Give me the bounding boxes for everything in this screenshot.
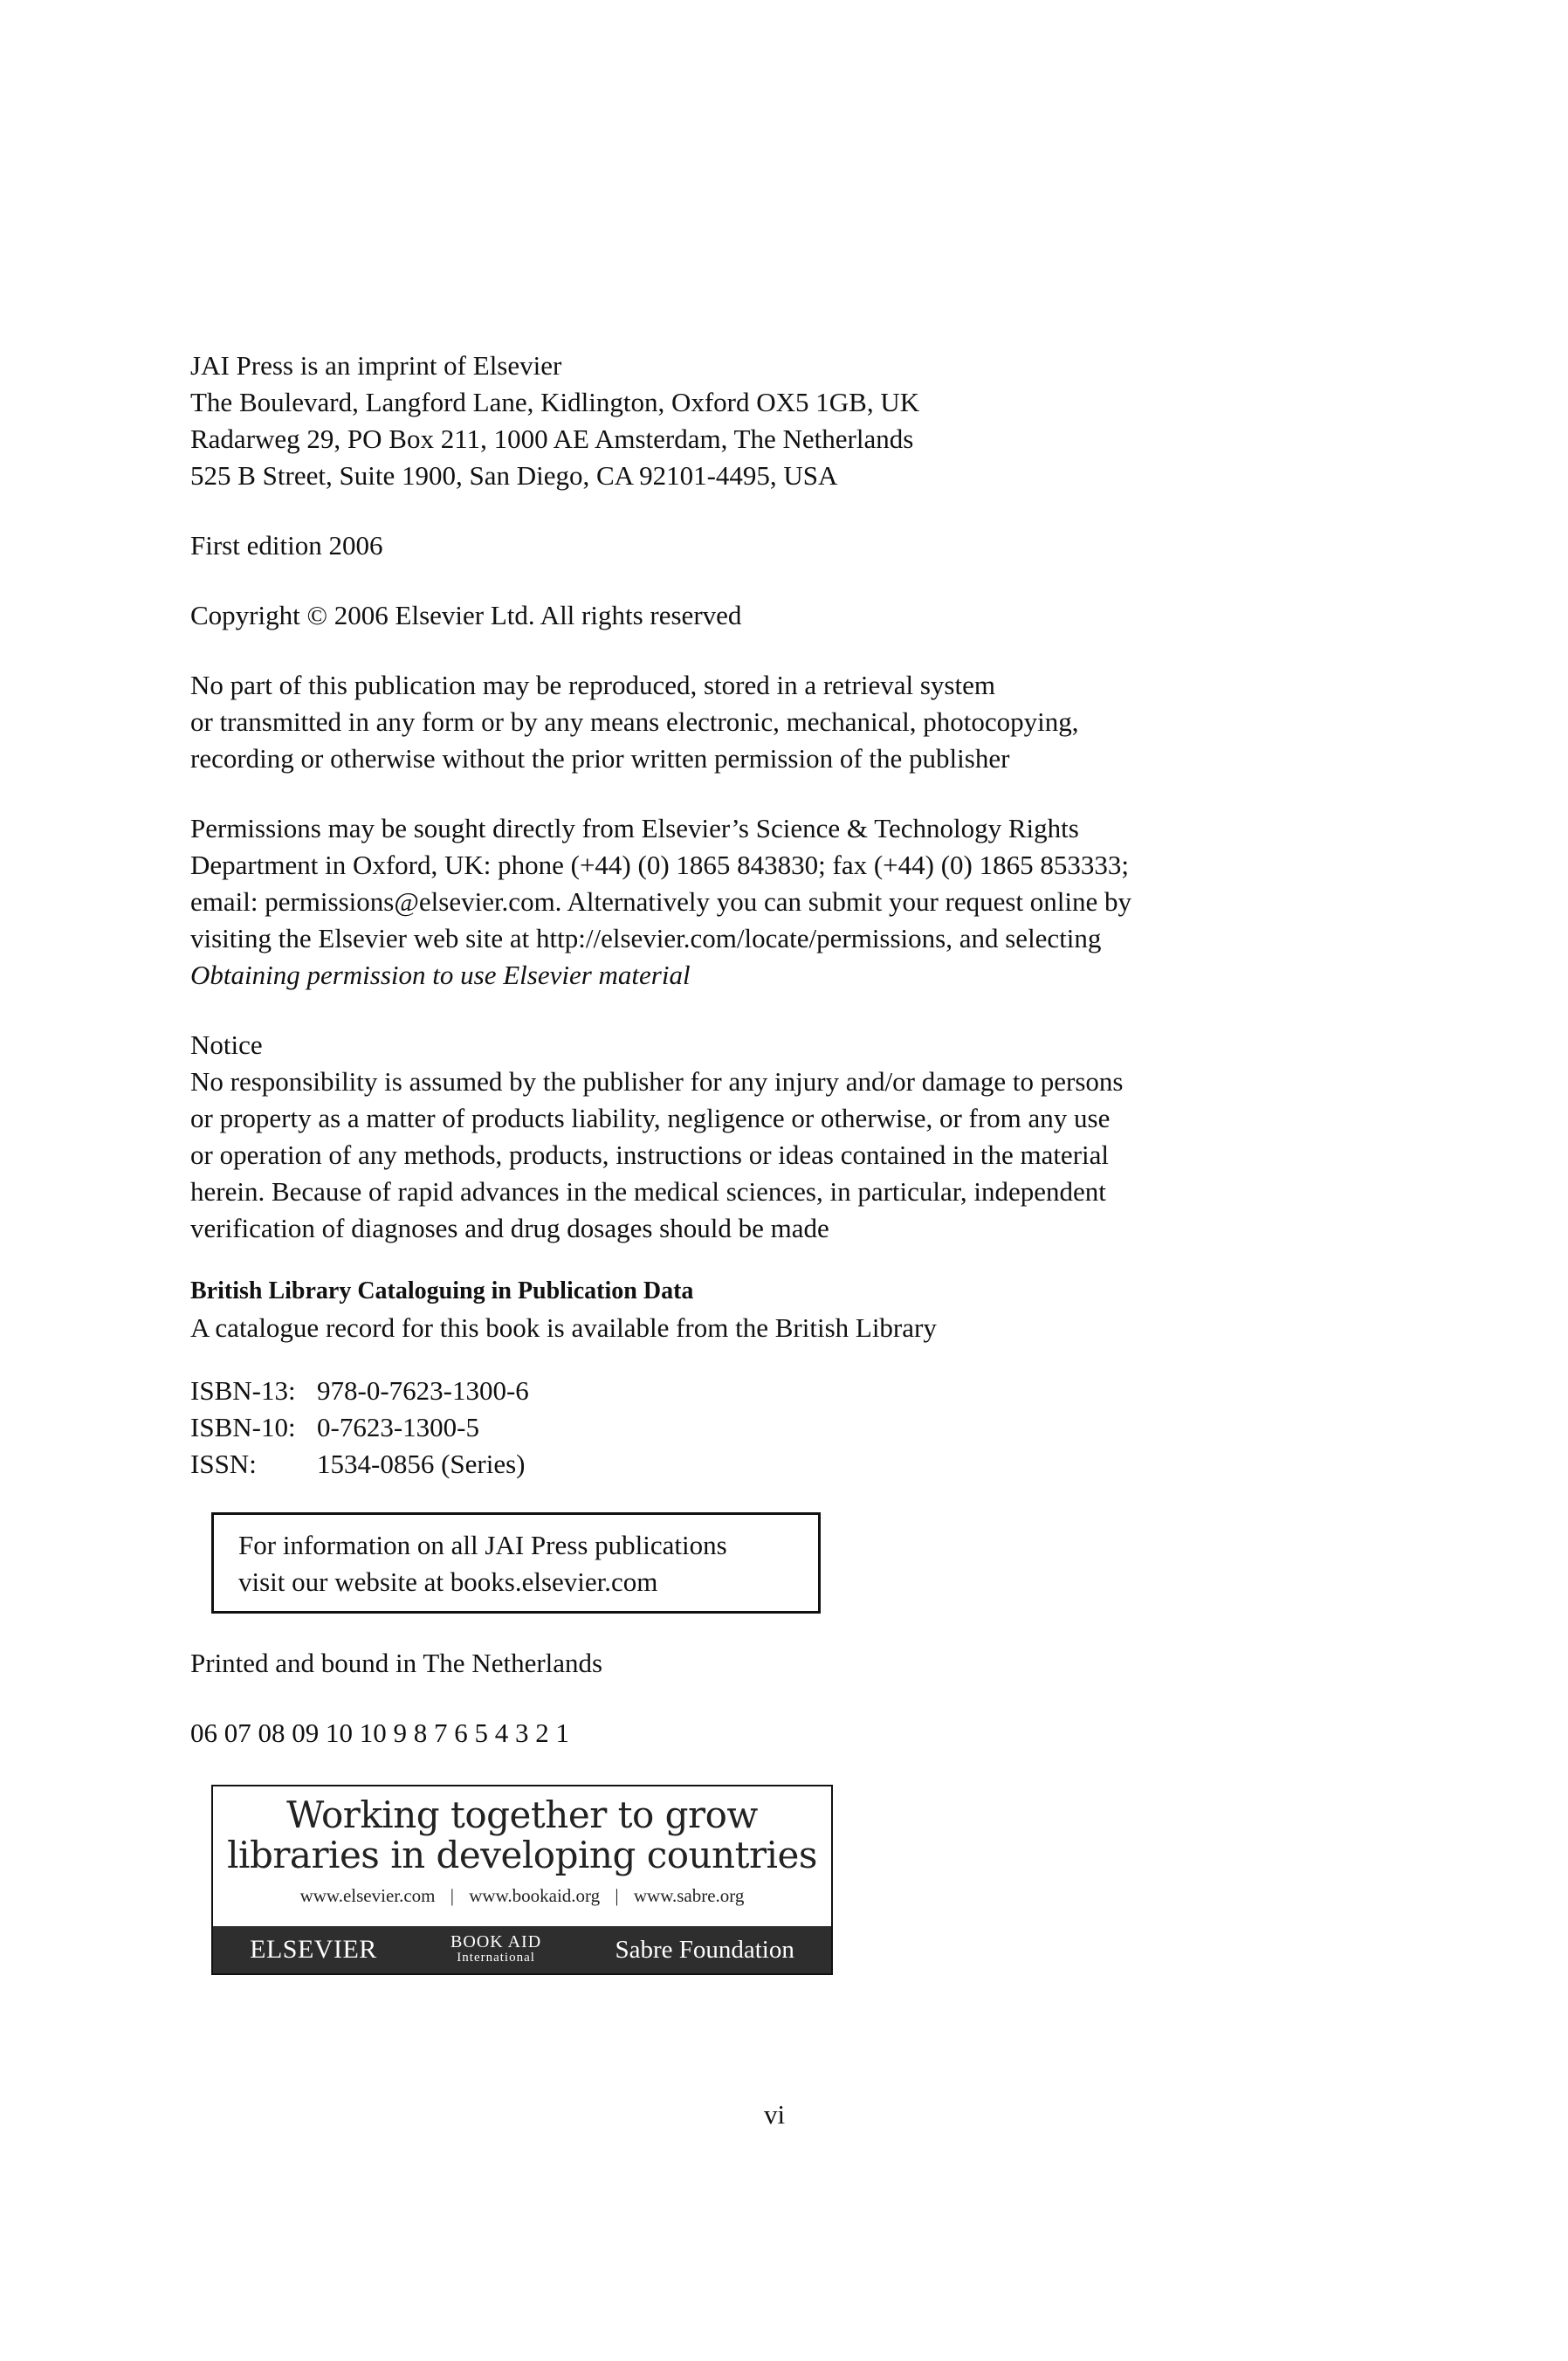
isbn13-row <box>190 1373 1325 1409</box>
permissions-block <box>190 810 1325 994</box>
edition-line: First edition 2006 <box>190 530 383 561</box>
notice-line: herein. Because of rapid advances in the medical sciences, in particular, independent <box>190 1176 1106 1207</box>
permissions-line: Department in Oxford, UK: phone (+44) (0) 1865 843830; fax (+44) (0) 1865 853333; <box>190 850 1129 880</box>
elsevier-logo: ELSEVIER <box>250 1935 377 1964</box>
link-bookaid[interactable]: www.bookaid.org <box>469 1885 601 1906</box>
banner-logo-bar <box>213 1926 831 1973</box>
notice-line: or operation of any methods, products, instructions or ideas contained in the material <box>190 1139 1110 1170</box>
permissions-italic-line: Obtaining permission to use Elsevier material <box>190 960 691 990</box>
copyright-block <box>190 597 1325 634</box>
permissions-line: visiting the Elsevier web site at http://elsevier.com/locate/permissions, and selecting <box>190 923 1102 953</box>
bookaid-logo <box>450 1934 541 1965</box>
isbn10-row <box>190 1409 1325 1446</box>
rights-line: or transmitted in any form or by any means electronic, mechanical, photocopying, <box>190 706 1079 737</box>
link-separator: | <box>615 1885 619 1906</box>
info-box-line1: For information on all JAI Press publications <box>238 1530 727 1560</box>
imprint-line: JAI Press is an imprint of Elsevier <box>190 350 562 381</box>
rights-notice-block <box>190 667 1325 777</box>
issn-label: ISSN: <box>190 1449 257 1479</box>
notice-line: or property as a matter of products liability, negligence or otherwise, or from any use <box>190 1103 1111 1133</box>
rights-line: recording or otherwise without the prior written permission of the publisher <box>190 743 1010 774</box>
printed-block <box>190 1645 1325 1682</box>
link-sabre[interactable]: www.sabre.org <box>633 1885 745 1906</box>
notice-line: verification of diagnoses and drug dosages should be made <box>190 1213 829 1243</box>
address-amsterdam: Radarweg 29, PO Box 211, 1000 AE Amsterdam, The Netherlands <box>190 423 914 454</box>
info-box-line2: visit our website at books.elsevier.com <box>238 1566 658 1597</box>
permissions-line: Permissions may be sought directly from Elsevier’s Science & Technology Rights <box>190 813 1079 843</box>
copyright-page <box>190 348 1325 1975</box>
isbn13-label: ISBN-13: <box>190 1375 296 1406</box>
print-line: 06 07 08 09 10 10 9 8 7 6 5 4 3 2 1 <box>190 1717 569 1748</box>
print-line-block <box>190 1715 1325 1752</box>
isbn10-label: ISBN-10: <box>190 1412 296 1442</box>
address-oxford: The Boulevard, Langford Lane, Kidlington, Oxford OX5 1GB, UK <box>190 387 920 417</box>
book-aid-banner <box>211 1785 833 1975</box>
printed-line: Printed and bound in The Netherlands <box>190 1648 603 1678</box>
notice-line: No responsibility is assumed by the publisher for any injury and/or damage to persons <box>190 1066 1124 1097</box>
info-box <box>211 1512 821 1614</box>
banner-headline-2: libraries in developing countries <box>227 1834 817 1876</box>
address-sandiego: 525 B Street, Suite 1900, San Diego, CA 92101-4495, USA <box>190 460 838 491</box>
edition-block <box>190 527 1325 564</box>
rights-line: No part of this publication may be reproduced, stored in a retrieval system <box>190 670 995 700</box>
issn-value: 1534-0856 (Series) <box>317 1449 526 1479</box>
bookaid-logo-bottom: International <box>457 1951 535 1965</box>
cataloguing-heading: British Library Cataloguing in Publication Data <box>190 1277 694 1304</box>
isbn10-value: 0-7623-1300-5 <box>317 1412 479 1442</box>
page-number: vi <box>764 2099 786 2130</box>
publisher-block <box>190 348 1325 494</box>
identifiers-block <box>190 1373 1325 1483</box>
notice-heading: Notice <box>190 1029 263 1060</box>
cataloguing-block <box>190 1273 1325 1346</box>
copyright-line: Copyright © 2006 Elsevier Ltd. All rights reserved <box>190 600 742 630</box>
notice-block <box>190 1027 1325 1247</box>
permissions-line: email: permissions@elsevier.com. Alternatively you can submit your request online by <box>190 886 1132 917</box>
link-separator: | <box>450 1885 454 1906</box>
isbn13-value: 978-0-7623-1300-6 <box>317 1375 529 1406</box>
sabre-logo: Sabre Foundation <box>615 1936 794 1964</box>
issn-row <box>190 1446 1325 1483</box>
bookaid-logo-top: BOOK AID <box>450 1932 542 1951</box>
link-elsevier[interactable]: www.elsevier.com <box>299 1885 436 1906</box>
banner-headline-1: Working together to grow <box>286 1793 758 1836</box>
banner-links <box>213 1883 831 1909</box>
cataloguing-text: A catalogue record for this book is available from the British Library <box>190 1312 937 1343</box>
